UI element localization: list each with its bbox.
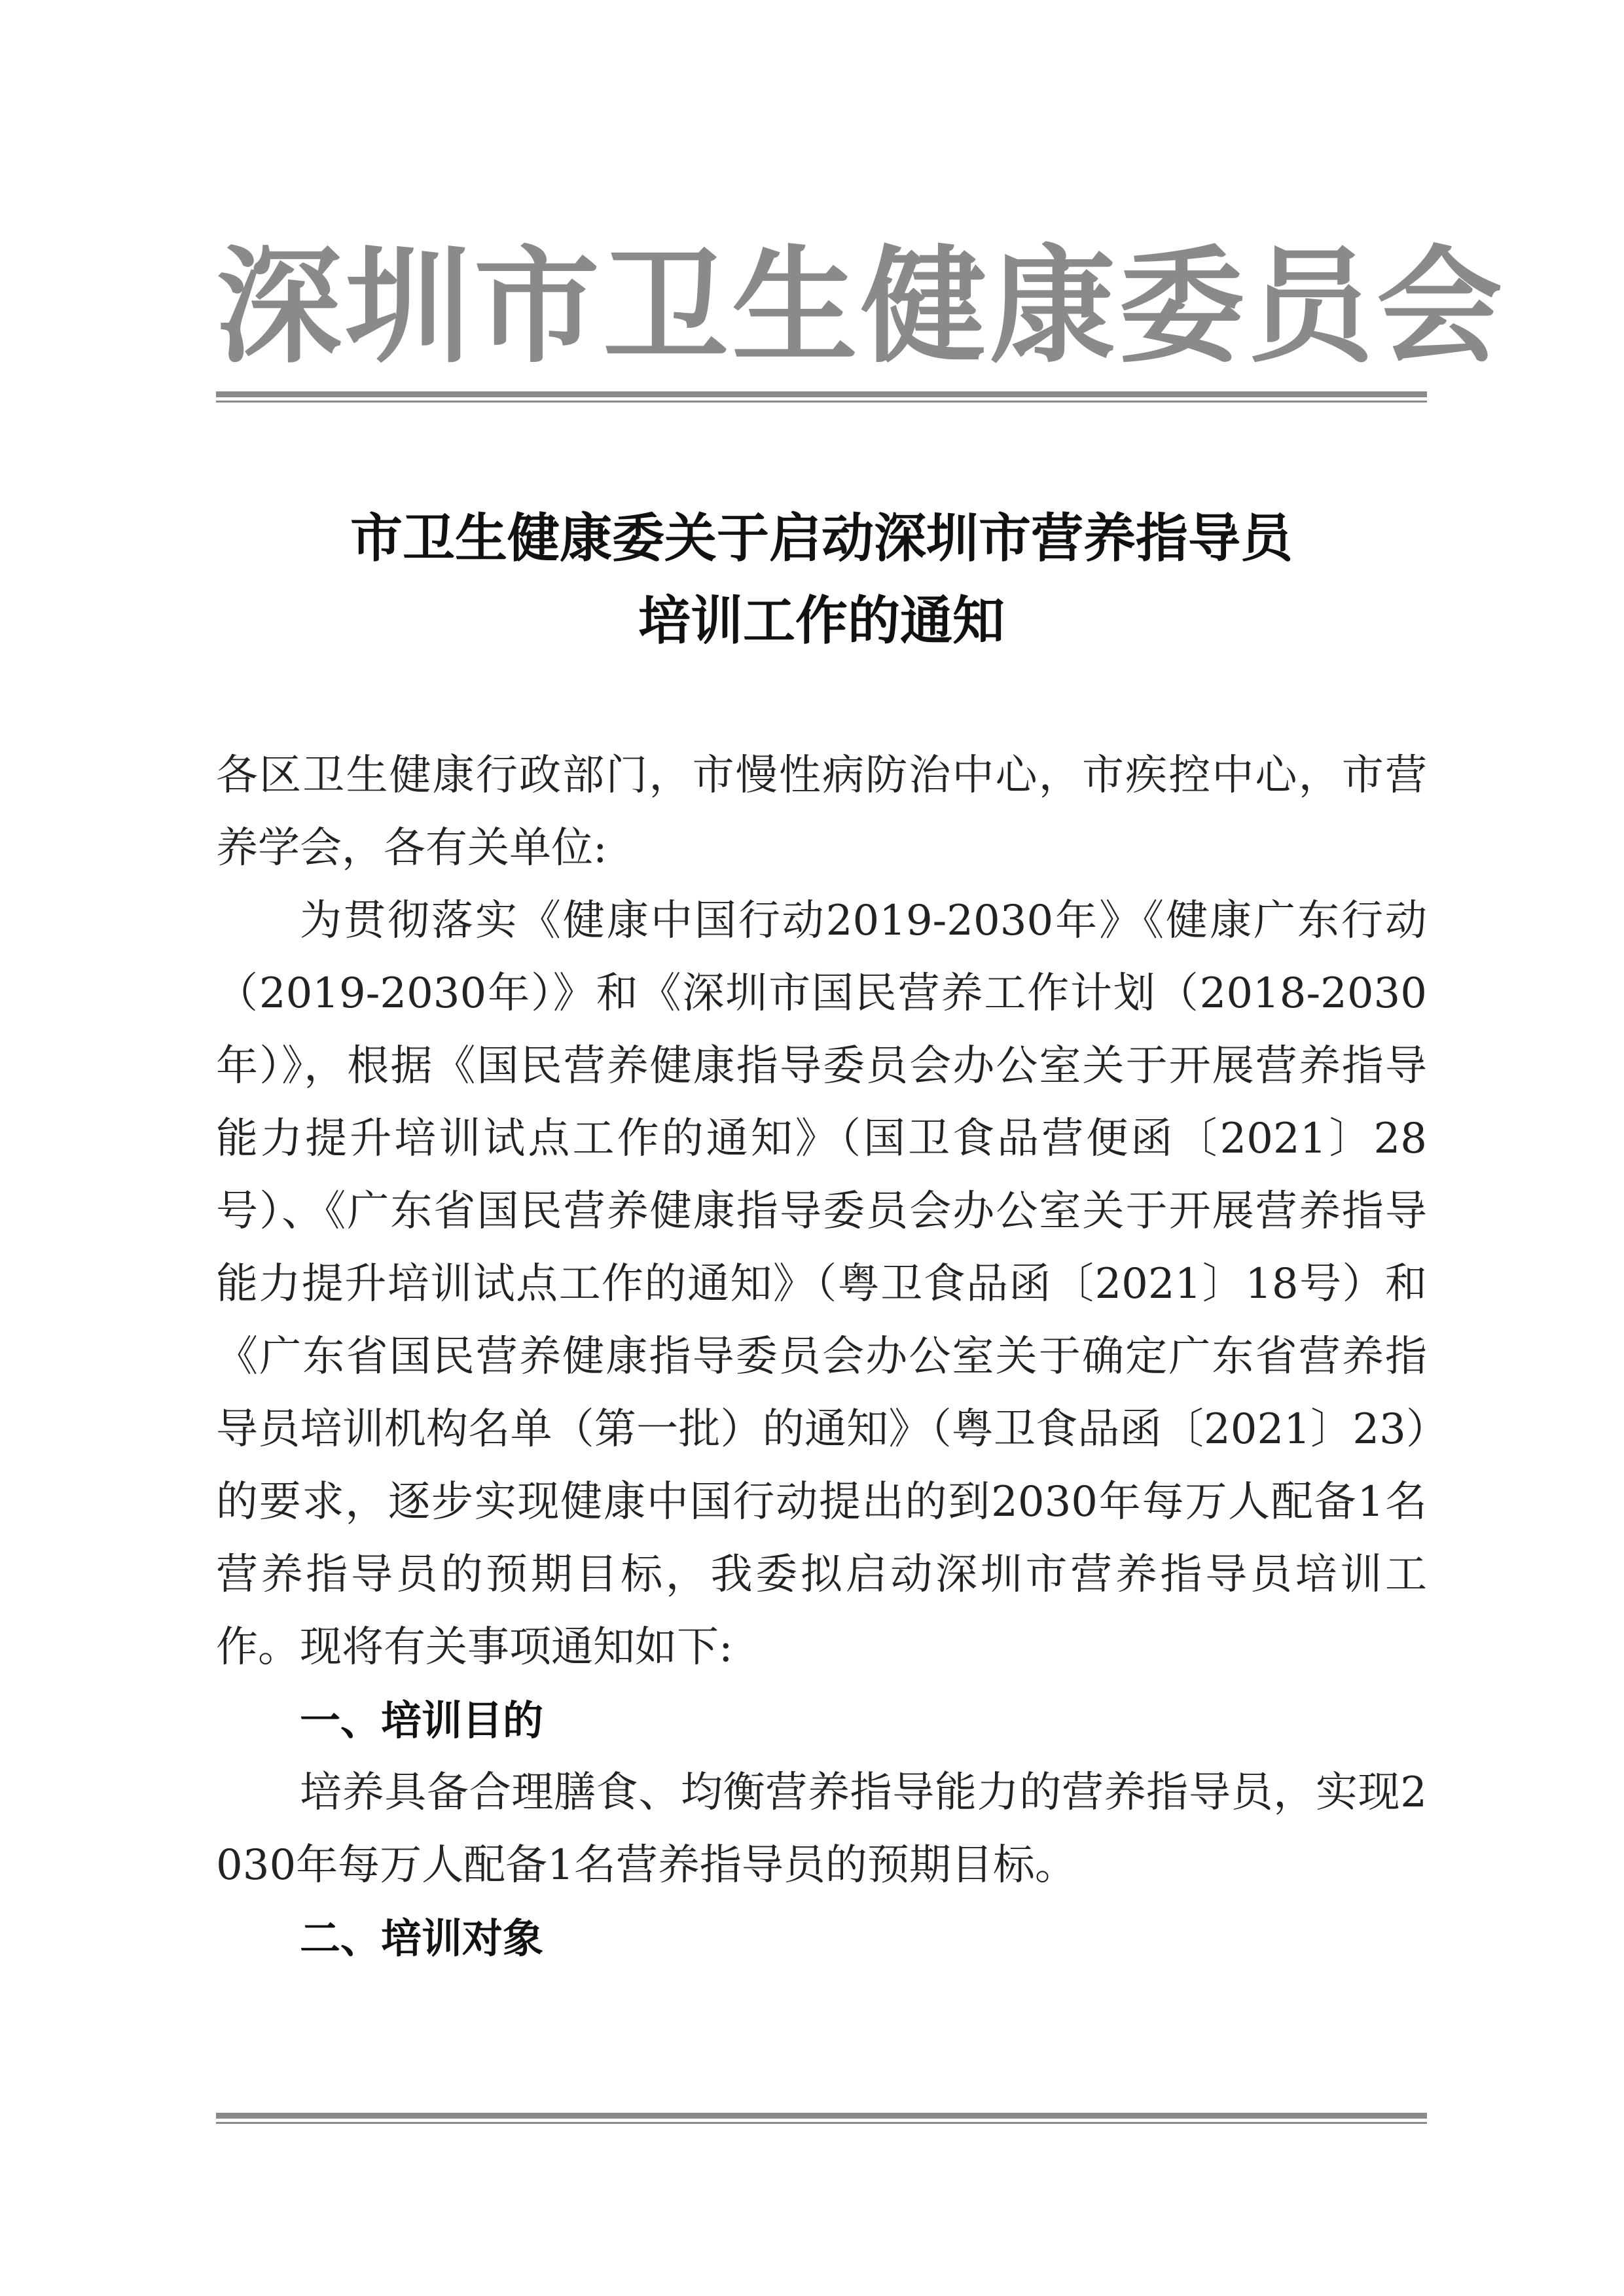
letterhead-rule <box>216 391 1427 403</box>
footer-rule-thin-line <box>216 2122 1427 2124</box>
footer-rule-thick-line <box>216 2113 1427 2119</box>
document-body <box>216 740 1427 1975</box>
letterhead-org-name: 深圳市卫生健康委员会 <box>216 234 1506 380</box>
section-heading-audience: 二、培训对象 <box>300 1914 544 1962</box>
section-text-purpose: 培养具备合理膳食、均衡营养指导能力的营养指导员，实现2030年每万人配备1名营养指导员的预期目标。 <box>216 1768 1427 1890</box>
document-title-line-2: 培训工作的通知 <box>638 590 1005 651</box>
rule-thin-line <box>216 401 1427 403</box>
footer-rule <box>216 2113 1427 2124</box>
section-heading-purpose: 一、培训目的 <box>300 1696 544 1744</box>
rule-thick-line <box>216 391 1427 397</box>
intro-paragraph: 为贯彻落实《健康中国行动2019-2030年》《健康广东行动（2019-2030年）》和《深圳市国民营养工作计划（2018-2030年）》，根据《国民营养健康指导委员会办公室关于开展营养指导能力提升培训试点工作的通知》（国卫食品营便函〔2021〕28号）、《广东省国民营养健康指导委员会办公室关于开展营养指导能力提升培训试点工作的通知》（粤卫食品函〔2021〕18号）和《广东省国民营养健康指导委员会办公室关于确定广东省营养指导员培训机构名单（第一批）的通知》（粤卫食品函〔2021〕23）的要求，逐步实现健康中国行动提出的到2030年每万人配备1名营养指导员的预期目标，我委拟启动深圳市营养指导员培训工作。现将有关事项通知如下: <box>216 897 1427 1672</box>
addressee: 各区卫生健康行政部门，市慢性病防治中心，市疾控中心，市营养学会，各有关单位: <box>216 751 1427 872</box>
document-title-line-1: 市卫生健康委关于启动深圳市营养指导员 <box>350 507 1293 569</box>
